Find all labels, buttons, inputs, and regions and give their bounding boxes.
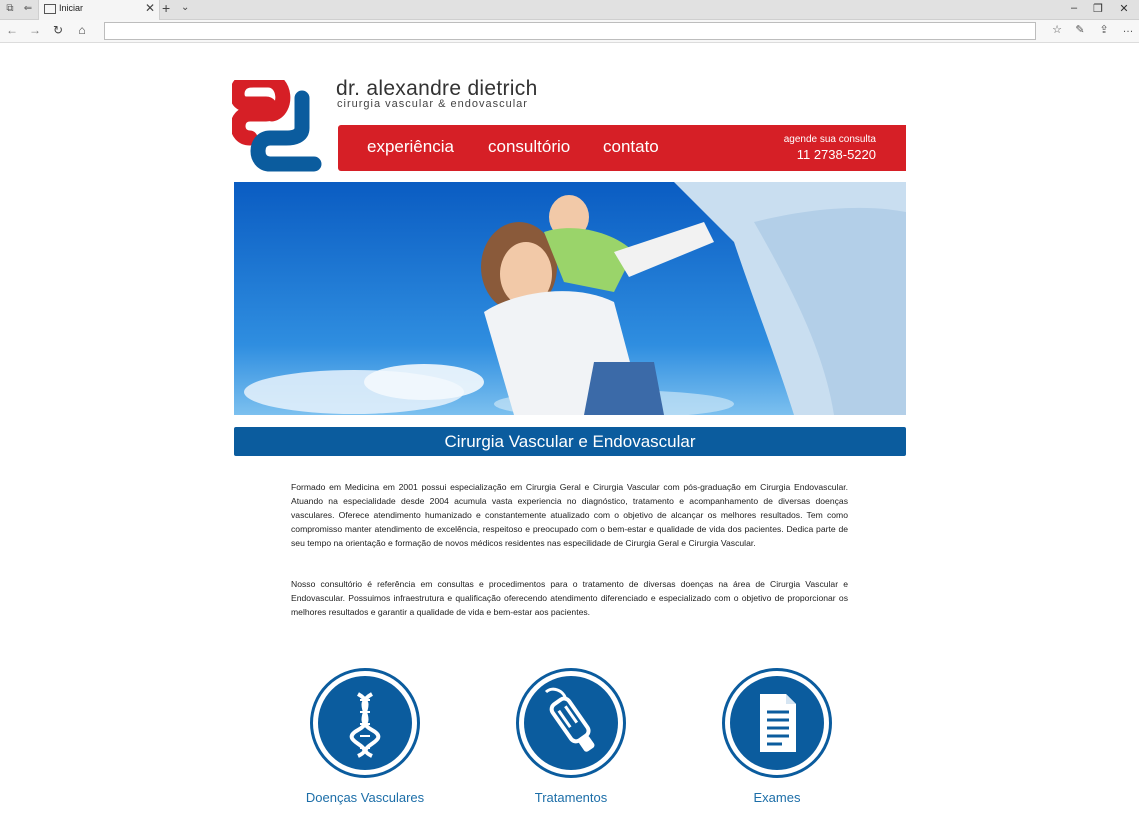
restore-button[interactable]: ❐ [1093, 3, 1103, 15]
browser-tab-bar [0, 0, 1139, 20]
service-circle[interactable] [516, 668, 626, 778]
set-aside-tabs-icon[interactable]: ⇐ [23, 3, 33, 14]
about-paragraph: Formado em Medicina em 2001 possui especialização em Cirurgia Geral e Cirurgia Vascular com pós-graduação em Cirurgia Endovascular. Atuando na especialidade desde 2004 acumula vasta experiencia no diagnóstico, tratamento e acompanhamento de diversas doenças vasculares. Oferece atendimento humanizado e constantemente atualizado com o objetivo de alcançar os melhores resultados. Tem como compromisso manter atendimento de excelência, respeitoso e preocupado com o bem-estar e qualidade de vida dos pacientes. Dedica parte de seu tempo na orientação e formação de novos médicos residentes nas especilidade de Cirurgia Geral e Cirurgia Vascular. [291, 482, 848, 548]
back-icon[interactable]: ← [6, 23, 18, 37]
nav-contato[interactable]: contato [603, 137, 659, 156]
logo-icon[interactable] [232, 80, 324, 172]
service-label[interactable]: Exames [753, 790, 801, 805]
tab-actions-icon[interactable]: ⧉ [6, 3, 14, 14]
main-navigation [338, 125, 906, 171]
tab-title: Iniciar [59, 3, 84, 13]
page-icon [44, 4, 56, 14]
service-circle[interactable] [722, 668, 832, 778]
new-tab-button[interactable]: + [162, 0, 171, 16]
tab-menu-icon[interactable]: ⌄ [181, 2, 190, 13]
notes-icon[interactable]: ✎ [1075, 24, 1085, 36]
clinic-paragraph: Nosso consultório é referência em consultas e procedimentos para o tratamento de diversas doenças na área de Cirurgia Vascular e Endovascular. Possuimos infraestrutura e qualificação oferecendo atendimento diferenciado e especializado com o objetivo de proporcionar os melhores resultados e garantir a qualidade de vida e bem-estar aos pacientes. [291, 579, 848, 617]
brand-subtitle: cirurgia vascular & endovascular [337, 98, 528, 110]
hero-image [234, 182, 906, 415]
home-icon[interactable]: ⌂ [78, 23, 86, 37]
tab-close-icon[interactable]: ✕ [144, 1, 155, 15]
dna-icon [318, 676, 412, 770]
service-doencas-vasculares[interactable] [280, 668, 450, 805]
nav-experiencia[interactable]: experiência [367, 137, 454, 156]
nav-consultorio[interactable]: consultório [488, 137, 571, 156]
brand-name: dr. alexandre dietrich [336, 77, 538, 100]
ultrasound-probe-icon [524, 676, 618, 770]
browser-nav-bar [0, 20, 1139, 43]
appointment-phone[interactable]: 11 2738-5220 [796, 147, 876, 162]
service-circle[interactable] [310, 668, 420, 778]
favorites-icon[interactable]: ☆ [1052, 24, 1062, 36]
share-icon[interactable]: ⇪ [1099, 24, 1109, 36]
document-icon [730, 676, 824, 770]
refresh-icon[interactable]: ↻ [52, 23, 64, 37]
service-tratamentos[interactable] [486, 668, 656, 805]
section-title: Cirurgia Vascular e Endovascular [444, 432, 696, 451]
forward-icon[interactable]: → [29, 23, 41, 37]
more-icon[interactable]: … [1122, 23, 1134, 35]
address-bar[interactable] [104, 22, 1036, 40]
minimize-button[interactable]: – [1070, 2, 1078, 14]
tab-iniciar[interactable] [38, 0, 160, 20]
close-window-button[interactable]: ✕ [1119, 3, 1129, 15]
service-label[interactable]: Doenças Vasculares [305, 790, 425, 805]
section-title-bar [234, 427, 906, 456]
service-exames[interactable] [692, 668, 862, 805]
appointment-label: agende sua consulta [783, 134, 876, 145]
service-label[interactable]: Tratamentos [534, 790, 608, 805]
